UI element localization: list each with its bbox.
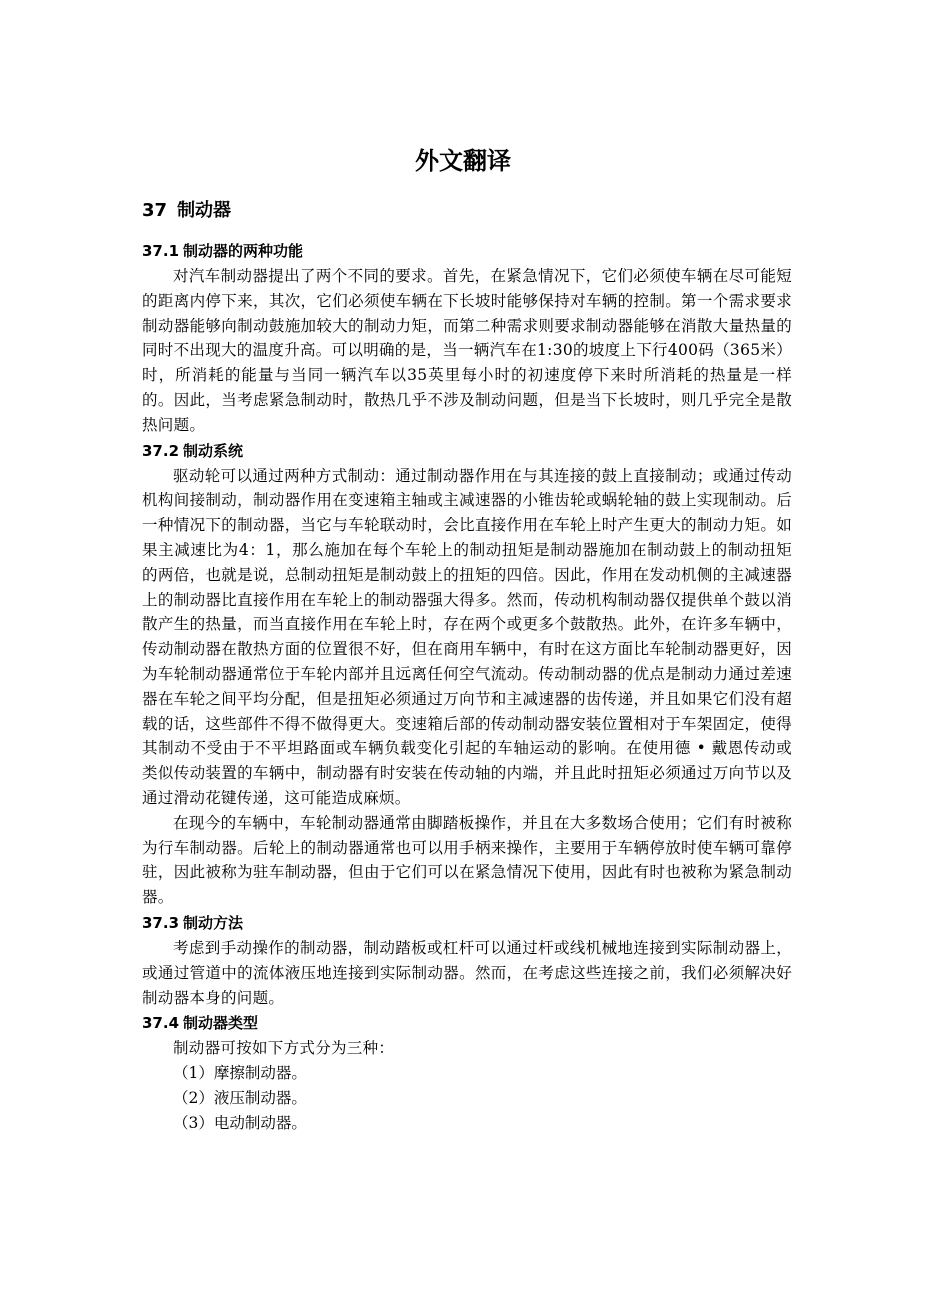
list-item: （2）液压制动器。 <box>173 1088 307 1107</box>
section-number: 37.3 <box>142 913 180 932</box>
chapter-number: 37 <box>142 200 168 221</box>
section-title: 制动系统 <box>183 441 244 460</box>
section-number: 37.1 <box>142 242 180 260</box>
chapter-title: 制动器 <box>177 200 232 221</box>
section-37-3 <box>142 910 792 1010</box>
section-37-2 <box>142 438 792 910</box>
paragraph: 驱动轮可以通过两种方式制动：通过制动器作用在与其连接的鼓上直接制动；或通过传动机构间接制动，制动器作用在变速箱主轴或主减速器的小锥齿轮或蜗轮轴的鼓上实现制动。后一种情况下的制动器，当它与车轮联动时，会比直接作用在车轮上时产生更大的制动力矩。如果主减速比为4：1，那么施加在每个车轮上的制动扭矩是制动器施加在制动鼓上的制动扭矩的两倍，也就是说，总制动扭矩是制动鼓上的扭矩的四倍。因此，作用在发动机侧的主减速器上的制动器比直接作用在车轮上的制动器强大得多。然而，传动机构制动器仅提供单个鼓以消散产生的热量，而当直接作用在车轮上时，存在两个或更多个鼓散热。此外，在许多车辆中，传动制动器在散热方面的位置很不好，但在商用车辆中，有时在这方面比车轮制动器更好，因为车轮制动器通常位于车轮内部并且远离任何空气流动。传动制动器的优点是制动力通过差速器在车轮之间平均分配，但是扭矩必须通过万向节和主减速器的齿传递，并且如果它们没有超载的话，这些部件不得不做得更大。变速箱后部的传动制动器安装位置相对于车架固定，使得其制动不受由于不平坦路面或车辆负载变化引起的车轴运动的影响。在使用德 • 戴恩传动或类似传动装置的车辆中，制动器有时安装在传动轴的内端，并且此时扭矩必须通过万向节以及通过滑动花键传递，这可能造成麻烦。 <box>142 466 792 807</box>
section-heading <box>142 438 792 464</box>
list-item: （1）摩擦制动器。 <box>173 1064 307 1083</box>
section-heading <box>142 910 792 936</box>
section-37-4 <box>142 1010 792 1135</box>
section-number: 37.2 <box>142 441 180 460</box>
section-title: 制动器的两种功能 <box>183 242 304 260</box>
section-title: 制动方法 <box>183 913 244 932</box>
section-heading <box>142 1010 792 1036</box>
section-heading <box>142 238 792 264</box>
paragraph: 制动器可按如下方式分为三种： <box>173 1039 395 1058</box>
list-item: （3）电动制动器。 <box>173 1113 307 1132</box>
page-title: 外文翻译 <box>415 146 511 175</box>
section-number: 37.4 <box>142 1014 180 1033</box>
chapter-heading <box>142 199 231 223</box>
document-body <box>142 238 792 1136</box>
paragraph: 对汽车制动器提出了两个不同的要求。首先，在紧急情况下，它们必须使车辆在尽可能短的距离内停下来，其次，它们必须使车辆在下长坡时能够保持对车辆的控制。第一个需求要求制动器能够向制动鼓施加较大的制动力矩，而第二种需求则要求制动器能够在消散大量热量的同时不出现大的温度升高。可以明确的是，当一辆汽车在1:30的坡度上下行400码（365米）时，所消耗的能量与当同一辆汽车以35英里每小时的初速度停下来时所消耗的热量是一样的。因此，当考虑紧急制动时，散热几乎不涉及制动问题，但是当下长坡时，则几乎完全是散热问题。 <box>142 267 792 434</box>
paragraph: 在现今的车辆中，车轮制动器通常由脚踏板操作，并且在大多数场合使用；它们有时被称为行车制动器。后轮上的制动器通常也可以用手柄来操作，主要用于车辆停放时使车辆可靠停驻，因此被称为驻车制动器，但由于它们可以在紧急情况下使用，因此有时也被称为紧急制动器。 <box>142 813 792 907</box>
section-title: 制动器类型 <box>183 1014 259 1033</box>
section-37-1 <box>142 238 792 438</box>
paragraph: 考虑到手动操作的制动器，制动踏板或杠杆可以通过杆或线机械地连接到实际制动器上，或通过管道中的流体液压地连接到实际制动器。然而，在考虑这些连接之前，我们必须解决好制动器本身的问题。 <box>142 938 792 1007</box>
